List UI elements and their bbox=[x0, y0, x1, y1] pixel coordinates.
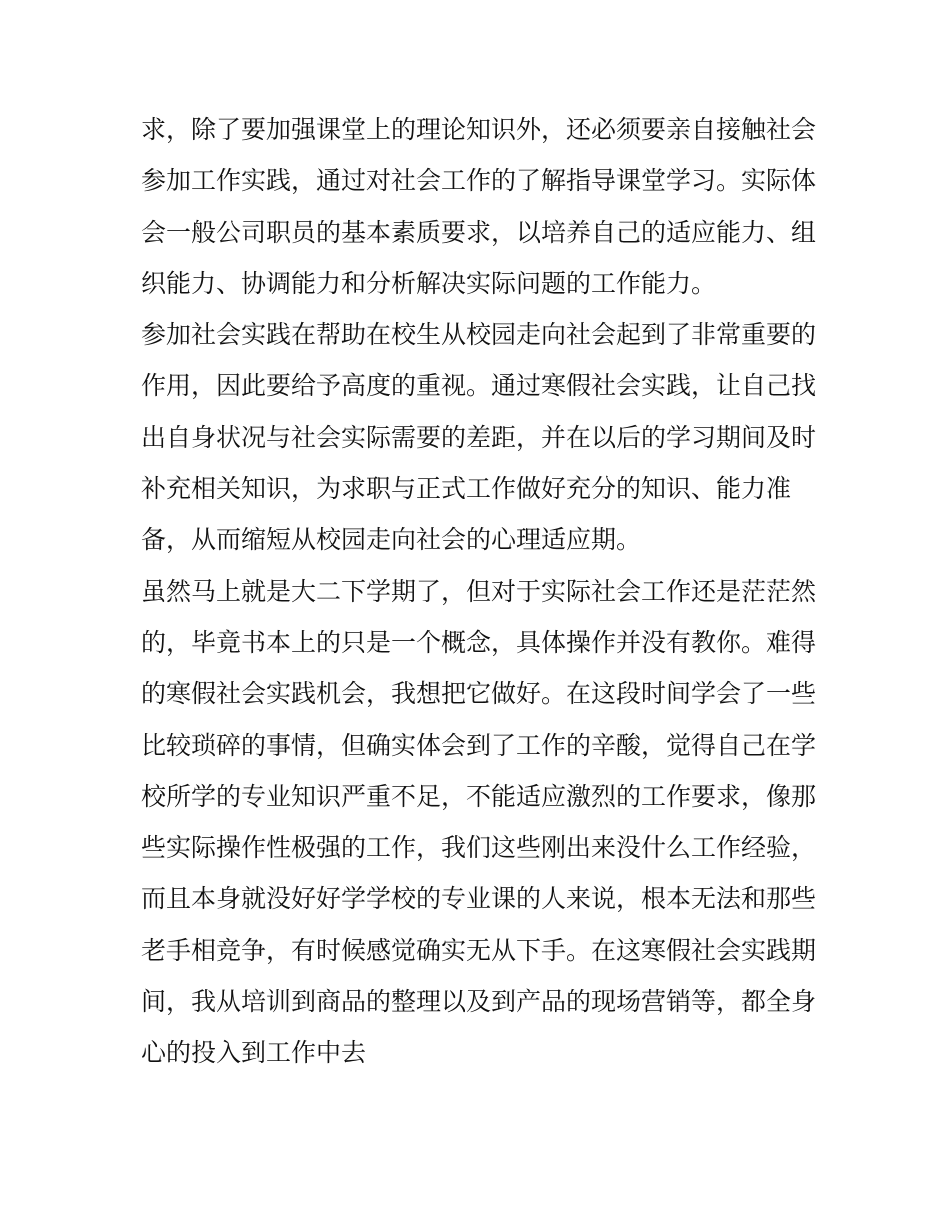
text-line: 补充相关知识，为求职与正式工作做好充分的知识、能力准 bbox=[141, 474, 792, 504]
text-line: 老手相竞争，有时候感觉确实无从下手。在这寒假社会实践期 bbox=[141, 935, 817, 965]
text-line: 比较琐碎的事情，但确实体会到了工作的辛酸，觉得自己在学 bbox=[141, 730, 817, 760]
text-line: 而且本身就没好好学学校的专业课的人来说，根本无法和那些 bbox=[141, 884, 817, 914]
text-line: 织能力、协调能力和分析解决实际问题的工作能力。 bbox=[141, 268, 717, 298]
text-line: 求，除了要加强课堂上的理论知识外，还必须要亲自接触社会 bbox=[141, 115, 817, 144]
text-line: 参加社会实践在帮助在校生从校园走向社会起到了非常重要的 bbox=[141, 320, 817, 350]
text-line: 参加工作实践，通过对社会工作的了解指导课堂学习。实际体 bbox=[141, 166, 817, 196]
text-line: 心的投入到工作中去 bbox=[141, 1038, 367, 1068]
text-line: 校所学的专业知识严重不足，不能适应激烈的工作要求，像那 bbox=[141, 781, 817, 811]
text-line: 作用，因此要给予高度的重视。通过寒假社会实践，让自己找 bbox=[141, 371, 817, 401]
document-body bbox=[141, 104, 817, 1079]
text-line: 些实际操作性极强的工作，我们这些刚出来没什么工作经验， bbox=[141, 833, 817, 863]
text-line: 会一般公司职员的基本素质要求，以培养自己的适应能力、组 bbox=[141, 217, 817, 247]
text-line: 的寒假社会实践机会，我想把它做好。在这段时间学会了一些 bbox=[141, 679, 817, 709]
text-line: 出自身状况与社会实际需要的差距，并在以后的学习期间及时 bbox=[141, 422, 817, 452]
text-line: 的，毕竟书本上的只是一个概念，具体操作并没有教你。难得 bbox=[141, 627, 817, 657]
text-line: 备，从而缩短从校园走向社会的心理适应期。 bbox=[141, 525, 642, 555]
text-line: 虽然马上就是大二下学期了，但对于实际社会工作还是茫茫然 bbox=[141, 576, 817, 606]
text-line: 间，我从培训到商品的整理以及到产品的现场营销等，都全身 bbox=[141, 987, 817, 1017]
